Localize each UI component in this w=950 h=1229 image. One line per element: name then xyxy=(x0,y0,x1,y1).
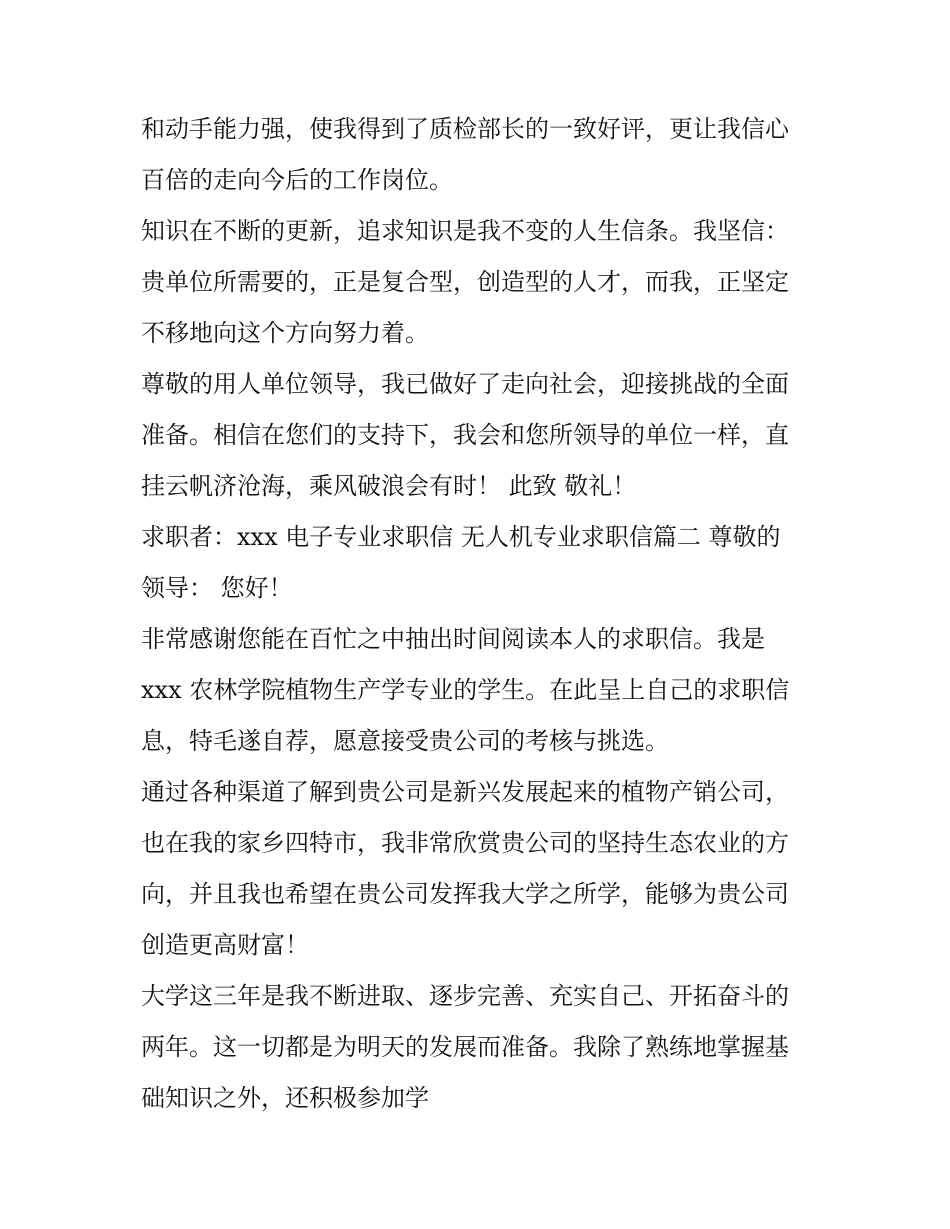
text-line: 不移地向这个方向努力着。 xyxy=(141,319,429,347)
text-line: 领导： 您好！ xyxy=(141,574,293,602)
text-line: xxx 农林学院植物生产学专业的学生。在此呈上自己的求职信 xyxy=(141,676,790,704)
text-line: 百倍的走向今后的工作岗位。 xyxy=(141,166,453,194)
text-line: 和动手能力强，使我得到了质检部长的一致好评，更让我信心 xyxy=(141,115,789,143)
text-line: 非常感谢您能在百忙之中抽出时间阅读本人的求职信。我是 xyxy=(141,625,765,653)
text-line: 创造更高财富！ xyxy=(141,931,309,959)
text-line: 尊敬的用人单位领导，我已做好了走向社会，迎接挑战的全面 xyxy=(141,370,789,398)
text-line: 知识在不断的更新，追求知识是我不变的人生信条。我坚信： xyxy=(141,217,789,245)
text-line: 求职者：xxx 电子专业求职信 无人机专业求职信篇二 尊敬的 xyxy=(141,523,781,551)
text-line: 大学这三年是我不断进取、逐步完善、充实自己、开拓奋斗的 xyxy=(141,982,789,1010)
text-line: 也在我的家乡四特市，我非常欣赏贵公司的坚持生态农业的方 xyxy=(141,829,789,857)
text-line: 息，特毛遂自荐，愿意接受贵公司的考核与挑选。 xyxy=(141,727,669,755)
text-line: 贵单位所需要的，正是复合型，创造型的人才，而我，正坚定 xyxy=(141,268,789,296)
text-line: 两年。这一切都是为明天的发展而准备。我除了熟练地掌握基 xyxy=(141,1033,789,1061)
letter-body xyxy=(141,104,821,1124)
text-line: 通过各种渠道了解到贵公司是新兴发展起来的植物产销公司， xyxy=(141,778,789,806)
text-line: 挂云帆济沧海，乘风破浪会有时！ 此致 敬礼！ xyxy=(141,472,637,500)
text-line: 础知识之外，还积极参加学 xyxy=(141,1084,429,1112)
text-line: 准备。相信在您们的支持下，我会和您所领导的单位一样，直 xyxy=(141,421,789,449)
text-line: 向，并且我也希望在贵公司发挥我大学之所学，能够为贵公司 xyxy=(141,880,789,908)
